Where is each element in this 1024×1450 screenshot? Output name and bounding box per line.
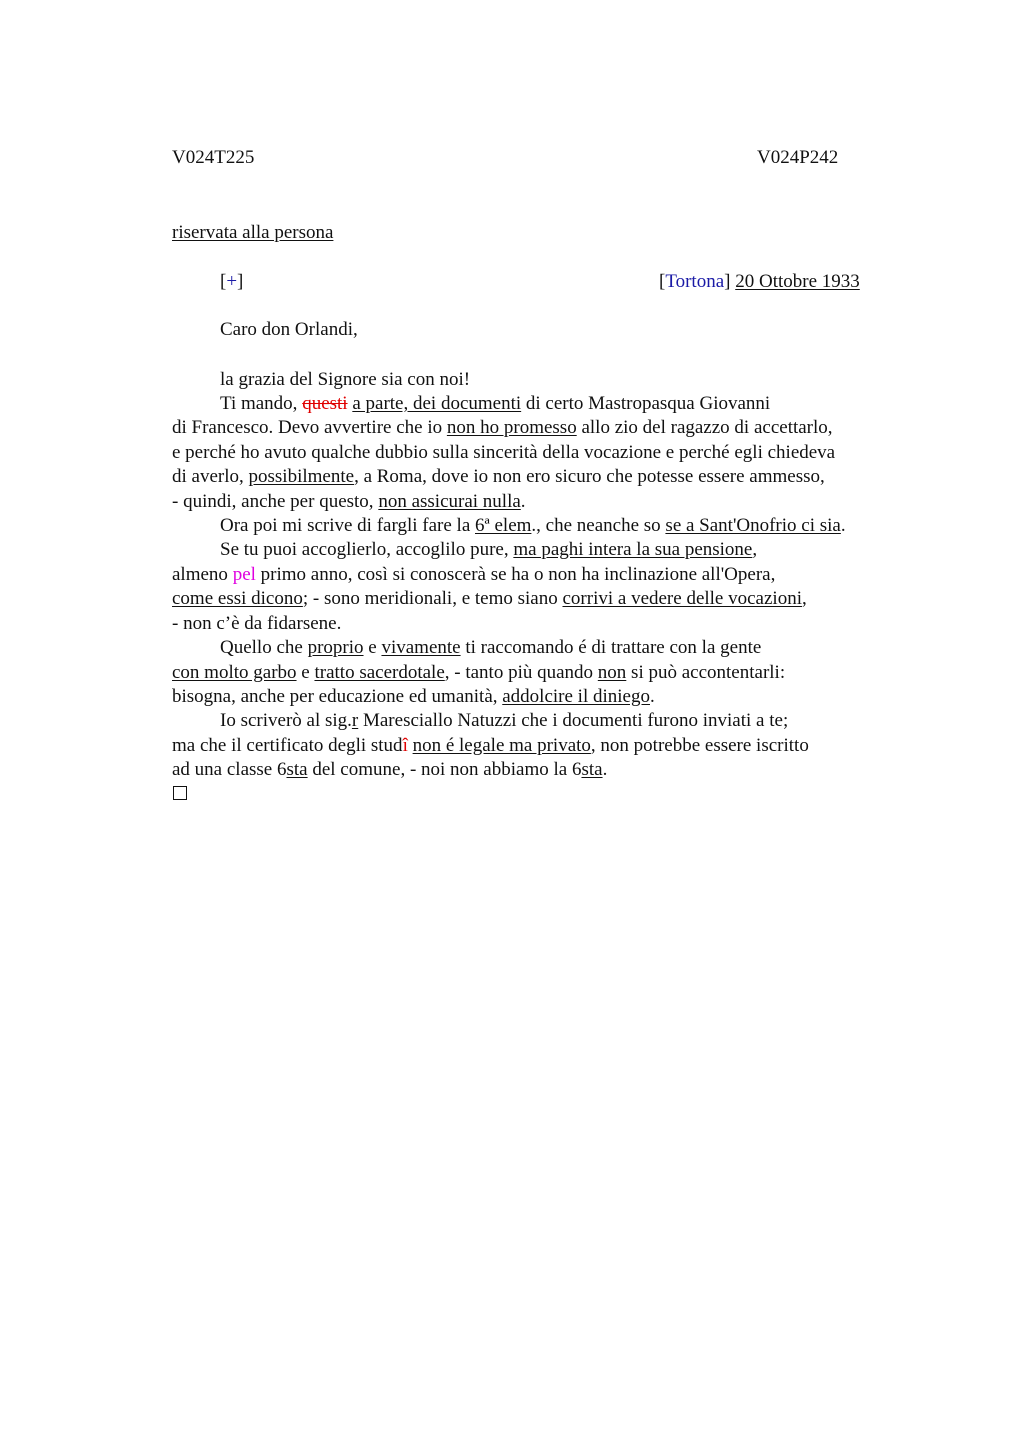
body-line: Ti mando, questi a parte, dei documenti di certo Mastropasqua Giovanni bbox=[220, 393, 771, 414]
body-line: bisogna, anche per educazione ed umanità, addolcire il diniego. bbox=[172, 686, 655, 707]
body-line: Io scriverò al sig.r Maresciallo Natuzzi che i documenti furono inviati a te; bbox=[220, 710, 789, 731]
body-line: e perché ho avuto qualche dubbio sulla sincerità della vocazione e perché egli chiedeva bbox=[172, 442, 836, 463]
body-line: Se tu puoi accoglierlo, accoglilo pure, ma paghi intera la sua pensione, bbox=[220, 539, 758, 560]
end-square-icon bbox=[173, 786, 187, 800]
body-line: di Francesco. Devo avvertire che io non ho promesso allo zio del ragazzo di accettarlo, bbox=[172, 417, 833, 438]
body-line: ma che il certificato degli studî non é legale ma privato, non potrebbe essere iscritto bbox=[172, 735, 809, 756]
document-code-right: V024P242 bbox=[757, 147, 839, 168]
place: Tortona bbox=[665, 271, 725, 292]
body-line: ad una classe 6sta del comune, - noi non abbiamo la 6sta. bbox=[172, 759, 608, 780]
body-line: - quindi, anche per questo, non assicurai nulla. bbox=[172, 491, 526, 512]
document-code-left: V024T225 bbox=[172, 147, 255, 168]
body-line: almeno pel primo anno, così si conoscerà se ha o non ha inclinazione all'Opera, bbox=[172, 564, 776, 585]
body-line: Ora poi mi scrive di fargli fare la 6ª elem., che neanche so se a Sant'Onofrio ci sia. bbox=[220, 515, 846, 536]
body-line: con molto garbo e tratto sacerdotale, - tanto più quando non si può accontentarli: bbox=[172, 662, 786, 683]
place-date: [Tortona] 20 Ottobre 1933 bbox=[659, 271, 860, 292]
privacy-note: riservata alla persona bbox=[172, 222, 334, 243]
body-line: la grazia del Signore sia con noi! bbox=[220, 369, 471, 390]
body-line: - non c’è da fidarsene. bbox=[172, 613, 342, 634]
body-line: Quello che proprio e vivamente ti raccomando é di trattare con la gente bbox=[220, 637, 762, 658]
date: 20 Ottobre 1933 bbox=[735, 271, 860, 292]
salutation: Caro don Orlandi, bbox=[220, 319, 358, 340]
body-line: di averlo, possibilmente, a Roma, dove io non ero sicuro che potesse essere ammesso, bbox=[172, 466, 825, 487]
cross-mark: [+] bbox=[220, 271, 244, 292]
body-line: come essi dicono; - sono meridionali, e temo siano corrivi a vedere delle vocazioni, bbox=[172, 588, 807, 609]
